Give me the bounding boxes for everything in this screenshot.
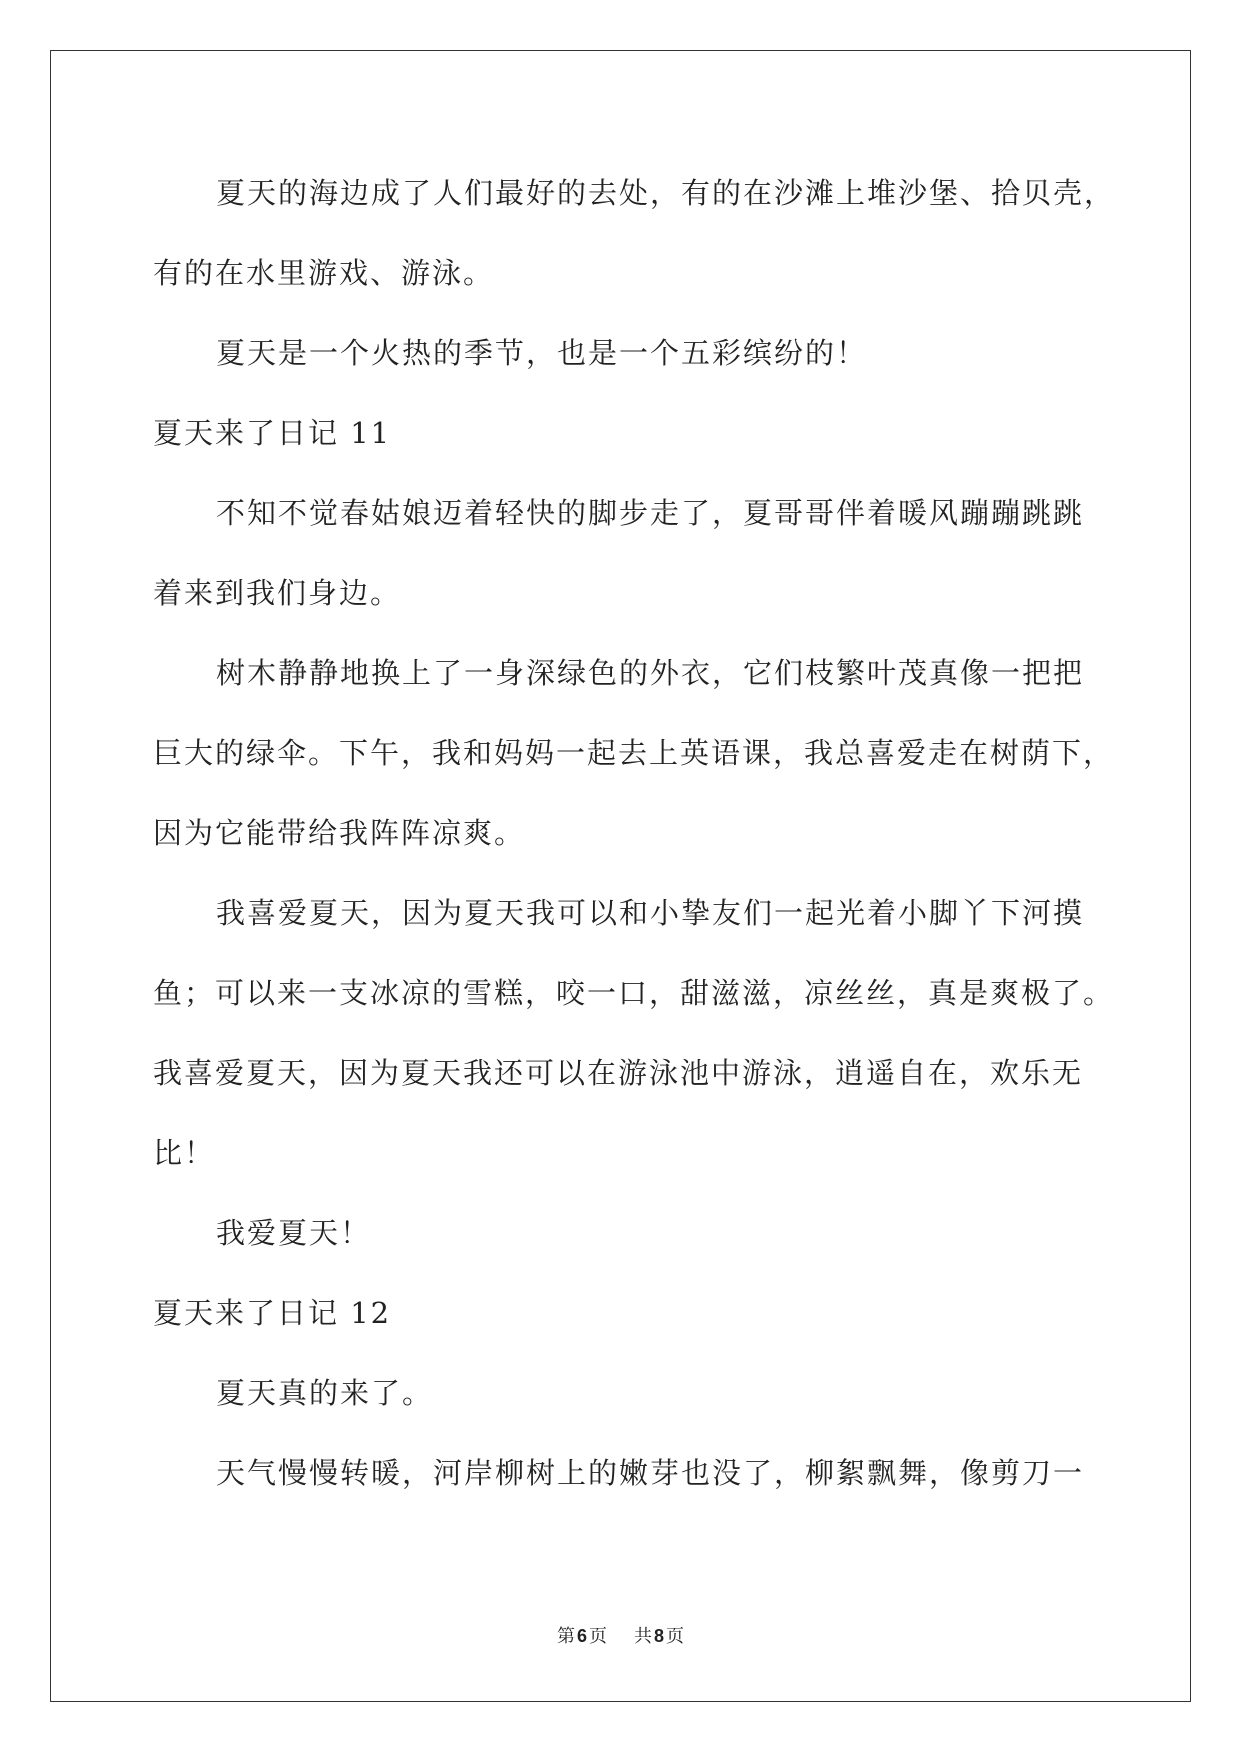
paragraph-line: 天气慢慢转暖，河岸柳树上的嫩芽也没了，柳絮飘舞，像剪刀一 xyxy=(216,1456,1085,1490)
footer-total-prefix: 共 xyxy=(633,1626,652,1647)
paragraph-line: 比！ xyxy=(153,1136,216,1170)
paragraph-line: 有的在水里游戏、游泳。 xyxy=(153,256,495,290)
footer-total-suffix: 页 xyxy=(665,1626,684,1647)
paragraph-line: 巨大的绿伞。下午，我和妈妈一起去上英语课，我总喜爱走在树荫下， xyxy=(153,736,1115,770)
footer-page-suffix: 页 xyxy=(589,1626,608,1647)
section-heading: 夏天来了日记 12 xyxy=(153,1296,392,1330)
paragraph-line: 我喜爱夏天，因为夏天我可以和小挚友们一起光着小脚丫下河摸 xyxy=(216,896,1085,930)
page-footer xyxy=(0,1622,1241,1648)
footer-page-total: 8 xyxy=(653,1626,664,1646)
paragraph-line: 鱼；可以来一支冰凉的雪糕，咬一口，甜滋滋，凉丝丝，真是爽极了。 xyxy=(153,976,1115,1010)
footer-page-current: 6 xyxy=(577,1626,588,1646)
paragraph-line: 不知不觉春姑娘迈着轻快的脚步走了，夏哥哥伴着暖风蹦蹦跳跳 xyxy=(216,496,1085,530)
paragraph-line: 因为它能带给我阵阵凉爽。 xyxy=(153,816,526,850)
paragraph-line: 我喜爱夏天，因为夏天我还可以在游泳池中游泳，逍遥自在，欢乐无 xyxy=(153,1056,1084,1090)
section-heading: 夏天来了日记 11 xyxy=(153,416,392,450)
paragraph-line: 夏天是一个火热的季节，也是一个五彩缤纷的！ xyxy=(216,336,868,370)
paragraph-line: 着来到我们身边。 xyxy=(153,576,402,610)
paragraph-line: 树木静静地换上了一身深绿色的外衣，它们枝繁叶茂真像一把把 xyxy=(216,656,1085,690)
paragraph-line: 夏天的海边成了人们最好的去处，有的在沙滩上堆沙堡、拾贝壳， xyxy=(216,176,1116,210)
paragraph-line: 夏天真的来了。 xyxy=(216,1376,434,1410)
paragraph-line: 我爱夏天！ xyxy=(216,1216,372,1250)
footer-page-prefix: 第 xyxy=(557,1626,576,1647)
